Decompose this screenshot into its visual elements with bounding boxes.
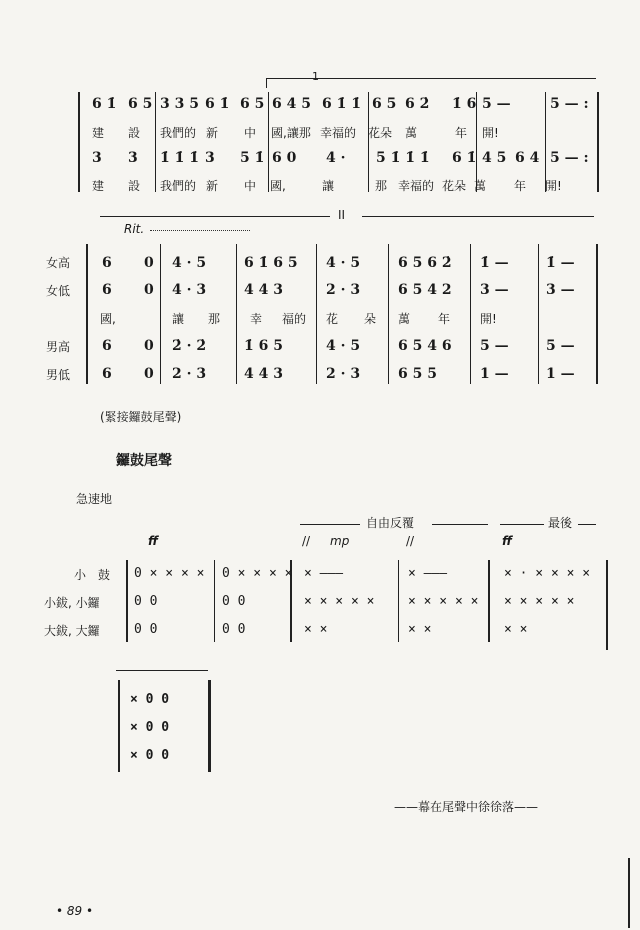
small-cymbal-measure: 0 0 xyxy=(222,594,246,609)
alto-note: 3 — xyxy=(480,282,509,298)
volta-2-line-left xyxy=(100,216,330,217)
alto-note: 3 — xyxy=(546,282,575,298)
free-repeat-label: 自由反覆 xyxy=(366,516,415,530)
barline xyxy=(368,92,369,192)
s1-lower-note: 4 · xyxy=(326,150,346,166)
free-repeat-line xyxy=(432,524,488,525)
instrument-snare: 小 鼓 xyxy=(74,568,111,582)
s1-lower-note: 3 xyxy=(92,150,102,166)
s1-upper-note: 5 — xyxy=(482,96,511,112)
ending-left-bar xyxy=(118,680,120,772)
system-1-right-bar xyxy=(597,92,599,192)
curtain-note: ——幕在尾聲中徐徐落—— xyxy=(394,800,539,814)
barline xyxy=(538,244,539,384)
barline xyxy=(316,244,317,384)
tenor-note: 4 · 5 xyxy=(326,338,361,354)
tenor-note: 6 xyxy=(102,338,112,354)
s1-lower-note: 6 1̇ xyxy=(452,150,477,166)
barline xyxy=(214,560,215,642)
s1-lower-lyric: 開! xyxy=(545,179,562,193)
s1-upper-lyric: 我們的 xyxy=(160,126,197,140)
s1-upper-lyric: 年 xyxy=(455,126,468,140)
bass-note: 6 xyxy=(102,366,112,382)
barline xyxy=(155,92,156,192)
barline xyxy=(268,92,269,192)
soprano-note: 4 · 5 xyxy=(326,255,361,271)
small-cymbal-measure: × × × × × xyxy=(504,594,575,609)
s1-lower-note: 1̇ 1̇ 1̇ xyxy=(160,150,199,166)
s1-upper-note: 6 1̇ 1̇ xyxy=(322,96,361,112)
s1-upper-lyric: 萬 xyxy=(405,126,418,140)
alto-note: 4 4 3 xyxy=(244,282,283,298)
snare-measure: 0 × × × × xyxy=(222,566,293,581)
large-cymbal-measure: 0 0 xyxy=(222,622,246,637)
small-cymbal-measure: × × × × × xyxy=(408,594,479,609)
s1-upper-note: 6 1̇ xyxy=(205,96,230,112)
s1-lower-note: 3 xyxy=(205,150,215,166)
s2-lyric: 福的 xyxy=(282,312,307,326)
s1-upper-note: 6 2̇ xyxy=(405,96,430,112)
small-cymbal-measure: × × × × × xyxy=(304,594,375,609)
s1-lower-note: 5 — : xyxy=(550,150,589,166)
s1-lower-lyric: 那 xyxy=(375,179,388,193)
alto-note: 2 · 3 xyxy=(326,282,361,298)
s1-lower-lyric: 我們的 xyxy=(160,179,197,193)
s1-upper-lyric: 花朵 xyxy=(368,126,393,140)
system-2-left-bar xyxy=(86,244,88,384)
tenor-note: 5 — xyxy=(480,338,509,354)
alto-note: 0 xyxy=(144,282,154,298)
s1-upper-lyric: 設 xyxy=(128,126,141,140)
ending-bracket xyxy=(116,670,208,671)
s1-lower-lyric: 新 xyxy=(206,179,219,193)
snare-measure: 0 × × × × xyxy=(134,566,205,581)
soprano-note: 6 xyxy=(102,255,112,271)
s1-lower-lyric: 建 xyxy=(92,179,105,193)
tenor-note: 5 — xyxy=(546,338,575,354)
page-edge-mark xyxy=(628,858,630,928)
s1-lower-note: 6 4 xyxy=(515,150,540,166)
s1-lower-lyric: 年 xyxy=(514,179,527,193)
volta-2-label: II xyxy=(338,208,346,222)
volta-2-line-right xyxy=(362,216,594,217)
s1-upper-lyric: 幸福的 xyxy=(320,126,357,140)
part-label-tenor: 男高 xyxy=(46,340,71,354)
s1-upper-lyric: 國,讓那 xyxy=(271,126,311,140)
bass-note: 6 5 5 xyxy=(398,366,437,382)
bass-note: 2 · 3 xyxy=(172,366,207,382)
barline xyxy=(236,244,237,384)
s1-lower-lyric: 中 xyxy=(244,179,257,193)
rit-marking: Rit. xyxy=(124,222,145,236)
large-cymbal-measure: × × xyxy=(504,622,528,637)
s1-upper-note: 3 3 5 xyxy=(160,96,199,112)
ending-final-bar xyxy=(208,680,211,772)
soprano-note: 0 xyxy=(144,255,154,271)
s2-lyric: 開! xyxy=(480,312,497,326)
s2-lyric: 那 xyxy=(208,312,221,326)
bass-note: 1 — xyxy=(546,366,575,382)
tenor-note: 2̇ · 2̇ xyxy=(172,338,207,354)
s1-lower-note: 5 1̇ xyxy=(240,150,265,166)
dynamic-mp: mp xyxy=(330,534,350,548)
s1-lower-lyric: 幸福的 xyxy=(398,179,435,193)
system-1-left-bar xyxy=(78,92,80,192)
bass-note: 0 xyxy=(144,366,154,382)
alto-note: 4 · 3 xyxy=(172,282,207,298)
s1-upper-note: 5 — : xyxy=(550,96,589,112)
snare-measure: × ——— xyxy=(408,566,448,581)
ending-row: × 0 0 xyxy=(130,748,170,763)
s1-upper-note: 6 1̇ xyxy=(92,96,117,112)
dynamic-ff: ff xyxy=(148,534,158,548)
large-cymbal-measure: 0 0 xyxy=(134,622,158,637)
small-cymbal-measure: 0 0 xyxy=(134,594,158,609)
instrument-large-cymbal: 大鈸, 大鑼 xyxy=(44,624,100,638)
s1-lower-note: 3 xyxy=(128,150,138,166)
s1-upper-note: 6 4 5 xyxy=(272,96,311,112)
soprano-note: 1̇ — xyxy=(546,255,575,271)
volta-1-label: 1 xyxy=(312,70,319,83)
perc-right-bar xyxy=(606,560,608,650)
soprano-note: 6 1̇ 6 5 xyxy=(244,255,298,271)
bass-note: 4 4 3 xyxy=(244,366,283,382)
ending-row: × 0 0 xyxy=(130,692,170,707)
bass-note: 2 · 3 xyxy=(326,366,361,382)
last-label: 最後 xyxy=(548,516,573,530)
soprano-note: 6 5 6 2̇ xyxy=(398,255,452,271)
s2-lyric: 萬 xyxy=(398,312,411,326)
s1-lower-lyric: 花朵 xyxy=(442,179,467,193)
ending-row: × 0 0 xyxy=(130,720,170,735)
s1-upper-note: 6 5 xyxy=(128,96,153,112)
free-repeat-line xyxy=(300,524,360,525)
s1-upper-note: 1̇ 6 xyxy=(452,96,477,112)
large-cymbal-measure: × × xyxy=(408,622,432,637)
s2-lyric: 讓 xyxy=(172,312,185,326)
coda-title: 鑼鼓尾聲 xyxy=(116,453,172,469)
instrument-small-cymbal: 小鈸, 小鑼 xyxy=(44,596,100,610)
next-section-note: (緊接鑼鼓尾聲) xyxy=(100,410,182,424)
s2-lyric: 幸 xyxy=(250,312,263,326)
soprano-note: 4 · 5 xyxy=(172,255,207,271)
s1-lower-lyric: 萬 xyxy=(474,179,487,193)
s1-upper-note: 6 5 xyxy=(240,96,265,112)
page-number: • 89 • xyxy=(56,904,94,918)
s2-lyric: 花 xyxy=(326,312,339,326)
s2-lyric: 國, xyxy=(100,312,116,326)
rit-dots xyxy=(150,230,250,231)
volta-1-tick xyxy=(266,78,267,88)
barline xyxy=(160,244,161,384)
s1-lower-note: 5 1̇ 1̇ 1̇ xyxy=(376,150,430,166)
slash-mark: // xyxy=(406,534,415,548)
part-label-bass: 男低 xyxy=(46,368,71,382)
s1-upper-lyric: 建 xyxy=(92,126,105,140)
soprano-note: 1̇ — xyxy=(480,255,509,271)
s1-upper-lyric: 中 xyxy=(244,126,257,140)
snare-measure: × ——— xyxy=(304,566,344,581)
part-label-soprano: 女高 xyxy=(46,256,71,270)
s1-upper-note: 6 5 xyxy=(372,96,397,112)
s1-lower-lyric: 設 xyxy=(128,179,141,193)
tenor-note: 0 xyxy=(144,338,154,354)
s2-lyric: 年 xyxy=(438,312,451,326)
snare-measure: × · × × × × xyxy=(504,566,591,581)
tenor-note: 1̇ 6 5 xyxy=(244,338,283,354)
s2-lyric: 朵 xyxy=(364,312,377,326)
s1-upper-lyric: 新 xyxy=(206,126,219,140)
last-line xyxy=(500,524,544,525)
barline xyxy=(470,244,471,384)
s1-lower-lyric: 國, xyxy=(270,179,286,193)
alto-note: 6 5 4 2 xyxy=(398,282,452,298)
s1-lower-note: 6 0 xyxy=(272,150,297,166)
barline xyxy=(388,244,389,384)
s1-lower-note: 4 5 xyxy=(482,150,507,166)
system-2-right-bar xyxy=(596,244,598,384)
alto-note: 6 xyxy=(102,282,112,298)
bass-note: 1 — xyxy=(480,366,509,382)
barline xyxy=(398,560,399,642)
s1-upper-lyric: 開! xyxy=(482,126,499,140)
last-line xyxy=(578,524,596,525)
tempo-marking: 急速地 xyxy=(76,492,113,506)
part-label-alto: 女低 xyxy=(46,284,71,298)
slash-mark: // xyxy=(302,534,311,548)
dynamic-ff: ff xyxy=(502,534,512,548)
large-cymbal-measure: × × xyxy=(304,622,328,637)
tenor-note: 6 5 4 6 xyxy=(398,338,452,354)
s1-lower-lyric: 讓 xyxy=(322,179,335,193)
perc-left-bar xyxy=(126,560,128,642)
repeat-end-bar xyxy=(488,560,490,642)
